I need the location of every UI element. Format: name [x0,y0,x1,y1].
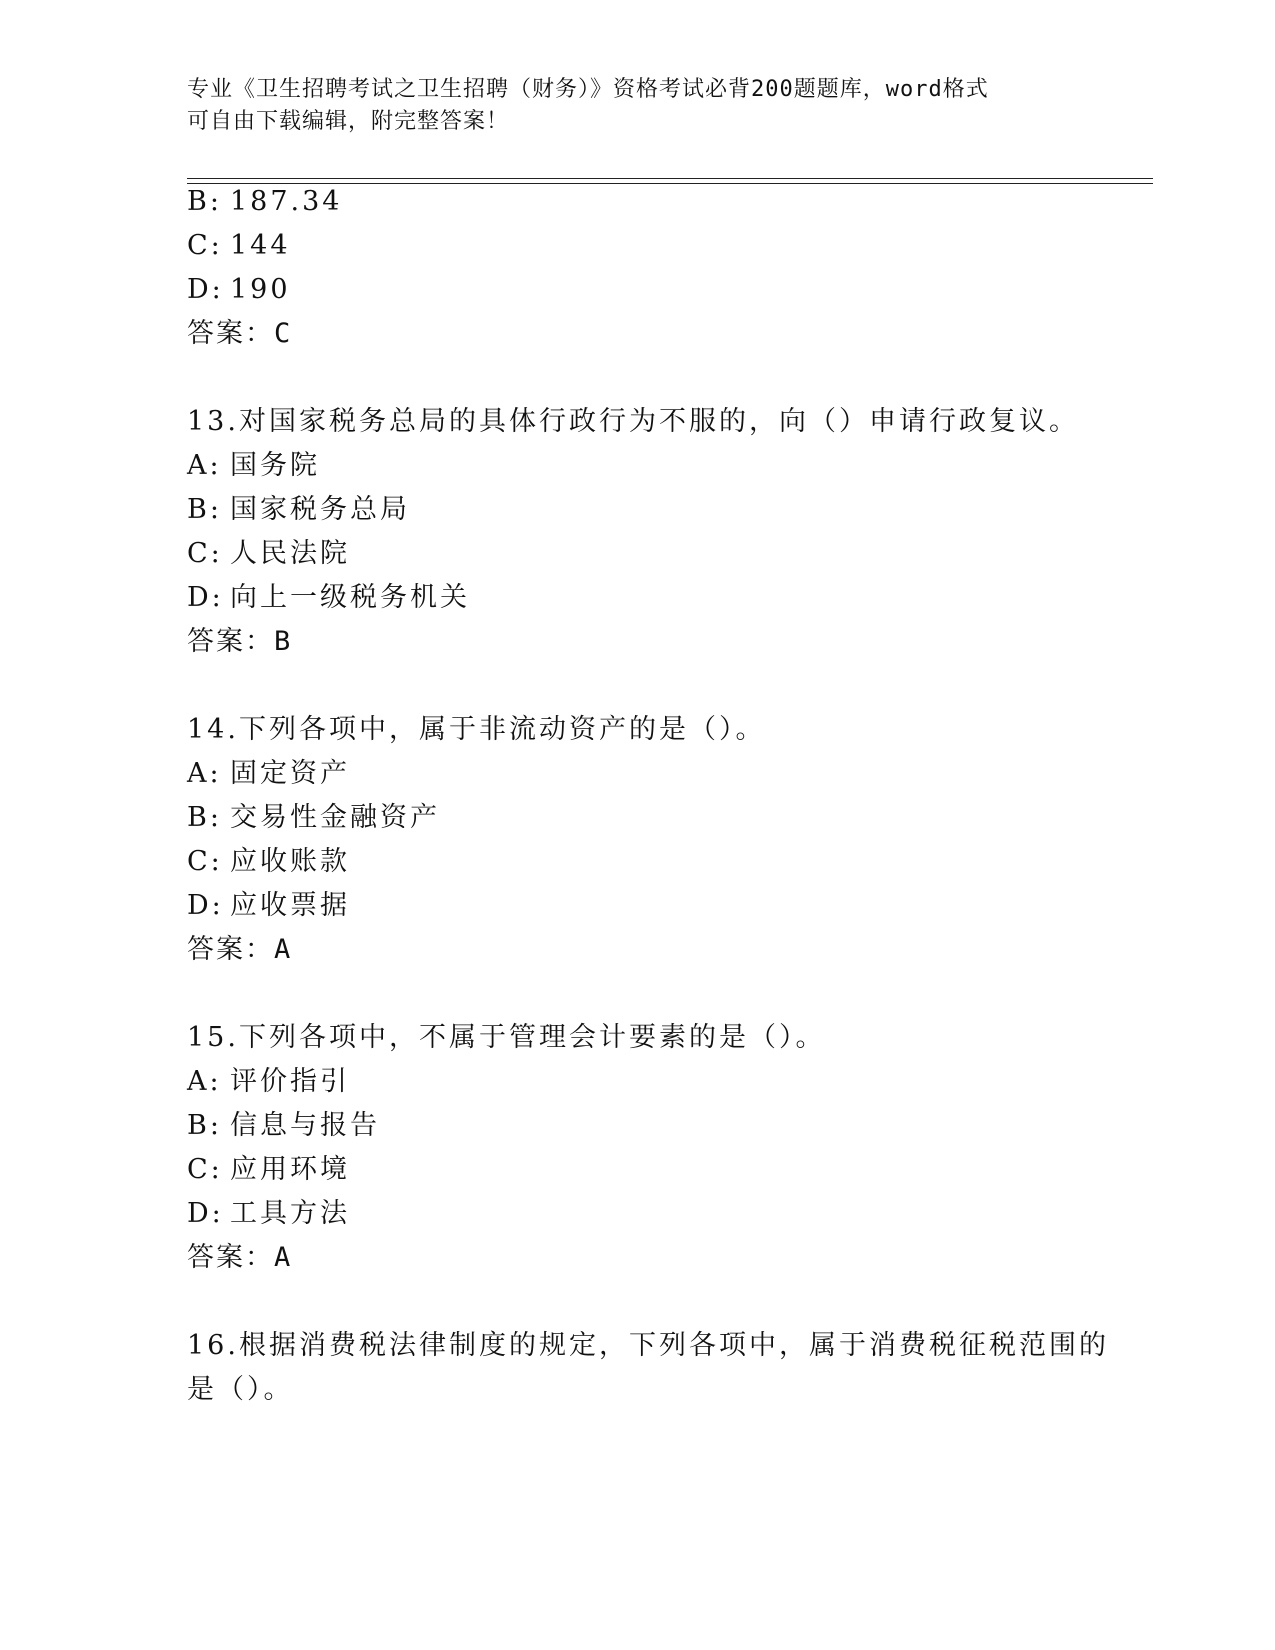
option-label: A: [187,758,222,789]
option-text: 评价指引 [230,1066,350,1097]
option-label: D: [187,1198,224,1229]
q12-option-b [187,185,342,219]
q14-option-a [187,757,350,791]
option-label: B: [187,802,222,833]
option-text: 187.34 [230,186,343,217]
answer-label: 答案： [187,626,274,657]
header-divider-bottom [187,183,1153,184]
q15-question: 15.下列各项中，不属于管理会计要素的是（）。 [187,1022,826,1053]
header-line-1: 专业《卫生招聘考试之卫生招聘（财务）》资格考试必背200题题库，word格式 [187,77,989,102]
option-text: 工具方法 [230,1198,350,1229]
option-text: 应收账款 [230,846,350,877]
q13-option-d [187,581,470,615]
answer-value: B [274,626,293,657]
option-text: 人民法院 [230,538,350,569]
q13-option-b [187,493,410,527]
option-text: 固定资产 [230,758,350,789]
answer-label: 答案： [187,318,274,349]
option-text: 信息与报告 [230,1110,380,1141]
q14-option-b [187,801,440,835]
q14-answer [187,933,292,967]
option-label: C: [187,538,223,569]
q12-answer [187,317,292,351]
option-text: 国家税务总局 [230,494,410,525]
answer-value: C [274,318,293,349]
option-text: 190 [230,274,291,305]
q15-answer [187,1241,292,1275]
option-label: B: [187,494,222,525]
option-label: C: [187,846,223,877]
option-label: C: [187,1154,223,1185]
option-text: 国务院 [230,450,320,481]
option-text: 应用环境 [230,1154,350,1185]
q15-option-b [187,1109,380,1143]
q15-option-a [187,1065,350,1099]
q14-option-c [187,845,350,879]
option-text: 144 [230,230,291,261]
q13-option-c [187,537,350,571]
q14-option-d [187,889,350,923]
answer-value: A [274,1242,293,1273]
header-line-2: 可自由下载编辑，附完整答案！ [187,109,510,134]
option-label: A: [187,1066,222,1097]
q15-option-c [187,1153,350,1187]
document-header [187,74,1087,138]
answer-value: A [274,934,293,965]
option-label: D: [187,582,224,613]
q13-question: 13.对国家税务总局的具体行政行为不服的，向（）申请行政复议。 [187,406,1079,437]
option-text: 应收票据 [230,890,350,921]
answer-label: 答案： [187,934,274,965]
option-text: 交易性金融资产 [230,802,440,833]
q13-answer [187,625,292,659]
option-label: B: [187,1110,222,1141]
q12-option-c [187,229,291,263]
option-label: C: [187,230,223,261]
option-label: A: [187,450,222,481]
q16-question-line-1: 16.根据消费税法律制度的规定，下列各项中，属于消费税征税范围的 [187,1330,1109,1361]
answer-label: 答案： [187,1242,274,1273]
q16-question-line-2: 是（）。 [187,1374,294,1405]
header-divider-top [187,178,1153,179]
option-label: D: [187,890,224,921]
option-label: D: [187,274,224,305]
q14-question: 14.下列各项中，属于非流动资产的是（）。 [187,714,766,745]
q15-option-d [187,1197,350,1231]
option-text: 向上一级税务机关 [230,582,470,613]
q13-option-a [187,449,320,483]
option-label: B: [187,186,222,217]
q12-option-d [187,273,291,307]
